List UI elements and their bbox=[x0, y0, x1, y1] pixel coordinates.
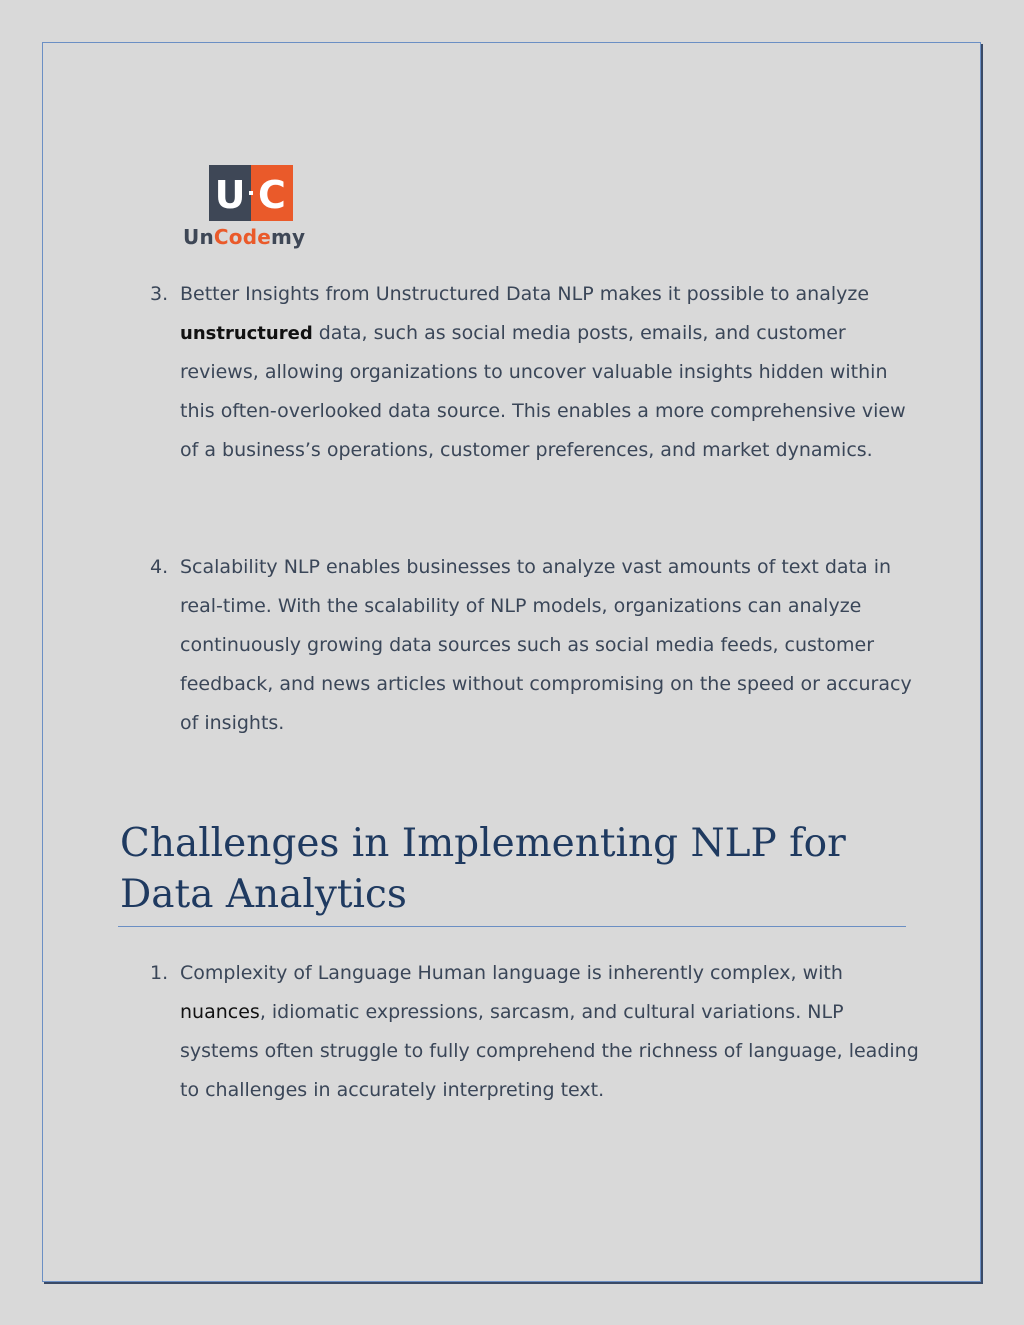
list-item-rest-text: data, such as social media posts, emails, and customer reviews, allowing organizations to uncover valuable insights hidden within this often-overlooked data source. This enables a more comprehensive view of a business’s operations, customer preferences, and market dynamics. bbox=[180, 322, 906, 461]
benefits-list-item-3 bbox=[150, 275, 920, 470]
logo-wordmark bbox=[183, 225, 305, 249]
benefits-list-item-4 bbox=[150, 548, 920, 743]
highlighted-term: unstructured bbox=[180, 323, 313, 344]
section-heading: Challenges in Implementing NLP for Data Analytics bbox=[120, 821, 846, 917]
list-item-number: 4. bbox=[150, 556, 169, 578]
uncodemy-logo-mark bbox=[209, 165, 293, 221]
logo-wordmark-part1: Un bbox=[183, 225, 214, 249]
list-item-number: 1. bbox=[150, 962, 169, 984]
heading-underline-divider bbox=[118, 926, 906, 927]
list-item bbox=[150, 954, 920, 1110]
challenges-list bbox=[150, 954, 920, 1110]
list-item bbox=[150, 275, 920, 470]
uncodemy-logo bbox=[183, 163, 323, 253]
list-item-text: Scalability NLP enables businesses to analyze vast amounts of text data in real-time. With the scalability of NLP models, organizations can analyze continuously growing data sources such as social media feeds, customer feedback, and news articles without compromising on the speed or accuracy of insights. bbox=[180, 556, 912, 734]
logo-mark-letter-u: U bbox=[214, 173, 246, 217]
logo-wordmark-part2: Code bbox=[213, 225, 271, 249]
list-item-lead-text: Better Insights from Unstructured Data NLP makes it possible to analyze bbox=[180, 283, 870, 305]
logo-wordmark-part3: my bbox=[271, 225, 306, 249]
logo-mark-letter-c: C bbox=[258, 173, 286, 217]
highlighted-term: nuances bbox=[180, 1001, 260, 1023]
list-item bbox=[150, 548, 920, 743]
list-item-number: 3. bbox=[150, 283, 169, 305]
list-item-rest-text: , idiomatic expressions, sarcasm, and cultural variations. NLP systems often struggle to fully comprehend the richness of language, leading to challenges in accurately interpreting text. bbox=[180, 1001, 919, 1101]
list-item-lead-text: Complexity of Language Human language is inherently complex, with bbox=[180, 962, 843, 984]
